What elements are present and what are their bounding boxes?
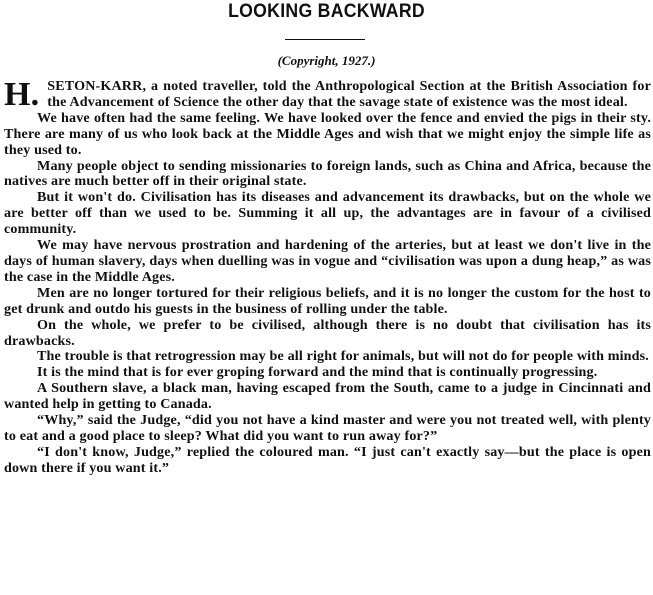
article-body (4, 76, 651, 477)
paragraph: A Southern slave, a black man, having escaped from the South, came to a judge in Cincinnati and wanted help in getting to Canada. (4, 380, 651, 413)
title-divider (285, 39, 365, 40)
paragraph: On the whole, we prefer to be civilised, although there is no doubt that civilisation has its drawbacks. (4, 316, 651, 349)
article-title: LOOKING BACKWARD (228, 1, 425, 22)
lead-paragraph (4, 76, 651, 113)
lead-text: SETON-KARR, a noted traveller, told the Anthropological Section at the British Association for the Advancement of Science the other day that the savage state of existence was the most ideal. (47, 78, 651, 110)
paragraph: But it won't do. Civilisation has its diseases and advancement its drawbacks, but on the whole we are better off than we used to be. Summing it all up, the advantages are in favour of a civilised community. (4, 189, 651, 238)
drop-cap: H. (4, 76, 40, 113)
paragraph: “I don't know, Judge,” replied the coloured man. “I just can't exactly say—but the place is open down there if you want it.” (4, 443, 651, 476)
paragraph: “Why,” said the Judge, “did you not have a kind master and were you not treated well, with plenty to eat and a good place to sleep? What did you want to run away for?” (4, 412, 651, 444)
paragraph: The trouble is that retrogression may be all right for animals, but will not do for people with minds. (37, 348, 649, 365)
paragraph: Many people object to sending missionaries to foreign lands, such as China and Africa, because the natives are much better off in their original state. (4, 157, 651, 190)
copyright-line: (Copyright, 1927.) (277, 53, 376, 68)
paragraph: It is the mind that is for ever groping forward and the mind that is continually progressing. (37, 364, 598, 381)
paragraph: We may have nervous prostration and hardening of the arteries, but at least we don't live in the days of human slavery, days when duelling was in vogue and “civilisation was upon a dung heap,” as was the case in the Middle Ages. (4, 237, 651, 285)
paragraph: Men are no longer tortured for their religious beliefs, and it is no longer the custom for the host to get drunk and outdo his guests in the business of rolling under the table. (4, 284, 651, 317)
paragraph: We have often had the same feeling. We have looked over the fence and envied the pigs in their sty. There are many of us who look back at the Middle Ages and wish that we might enjoy the simple life as they used to. (4, 109, 651, 158)
